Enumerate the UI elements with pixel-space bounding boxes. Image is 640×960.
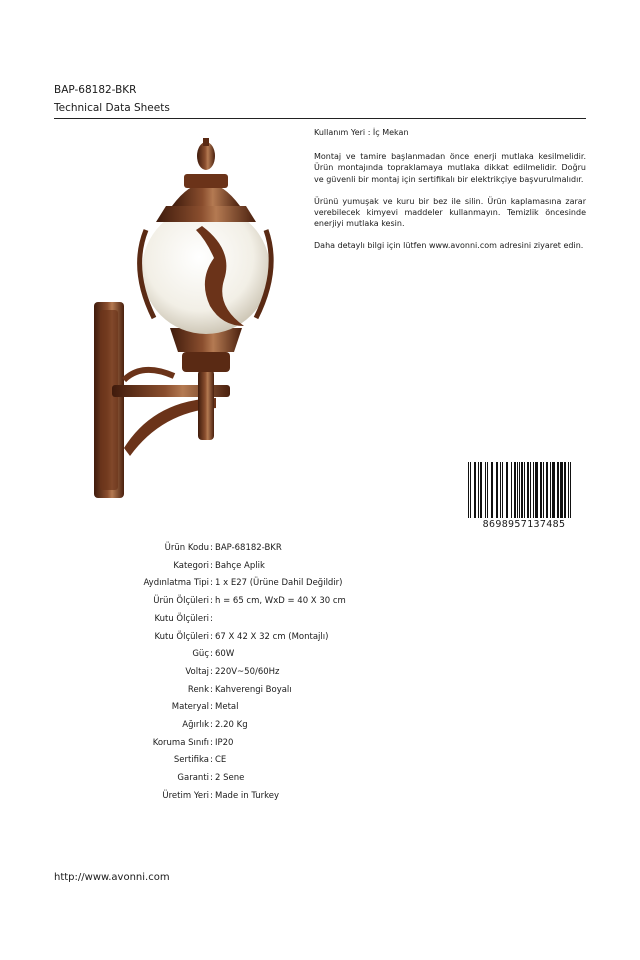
spec-label: Kategori [173,560,209,571]
spec-value: 60W [215,649,235,660]
barcode-bar [502,462,503,524]
barcode-bar [496,462,498,524]
barcode-bar [487,462,488,524]
spec-colon: : [210,790,213,801]
spec-row [0,700,640,714]
spec-label: Güç [192,649,209,660]
barcode-bars-icon [462,462,586,524]
spec-label: Koruma Sınıfı [152,737,209,748]
spec-colon: : [210,720,213,730]
barcode-bar [570,462,571,524]
spec-colon: : [210,755,213,766]
barcode-bar [557,462,559,524]
barcode-bar [485,462,486,524]
spec-value: Made in Turkey [215,790,279,801]
barcode-bar [468,462,469,524]
spec-row [0,789,640,803]
barcode-bar [540,462,542,524]
barcode-bar [552,462,555,524]
barcode-digits: 8698957137485 [462,518,586,532]
more-info-note: Daha detaylı bilgi için lütfen www.avonni.com adresini ziyaret edin. [314,241,584,251]
barcode-bar [470,462,471,524]
spec-colon: : [210,578,213,589]
header-divider [54,118,586,119]
barcode-bar [550,462,551,524]
spec-row [0,559,640,573]
spec-label: Aydınlatma Tipi [143,578,209,589]
spec-colon: : [210,649,213,660]
spec-value: BAP-68182-BKR [215,543,282,553]
spec-value: 2.20 Kg [215,720,248,730]
spec-colon: : [210,737,213,748]
spec-label: Materyal [171,702,209,713]
spec-row [0,683,640,697]
barcode-bar [535,462,538,524]
spec-label: Renk [187,684,209,695]
spec-row [0,612,640,626]
spec-label: Ürün Kodu [164,543,209,553]
barcode-bar [480,462,482,524]
spec-value: 67 X 42 X 32 cm (Montajlı) [215,631,329,642]
spec-label: Kutu Ölçüleri [154,613,209,624]
spec-value: 1 x E27 (Ürüne Dahil Değildir) [215,578,343,589]
spec-value: 220V~50/60Hz [215,666,280,677]
spec-label: Sertifika [173,755,209,766]
barcode-bar [491,462,493,524]
spec-colon: : [210,543,213,553]
spec-label: Voltaj [185,666,209,677]
spec-row [0,594,640,608]
barcode-bar [511,462,512,524]
installation-warning: Montaj ve tamire başlanmadan önce enerji mutlaka kesilmelidir. Ürün montajında topraklamaya mutlaka dikkat edilmelidir. Doğru ve güvenli bir montaj için sertifikalı bir elektrikçiye başvurulmalıdır. [314,152,586,184]
product-description [314,127,586,263]
spec-label: Ürün Ölçüleri [153,596,209,607]
barcode-bar [533,462,534,524]
spec-row [0,576,640,590]
datasheet-subtitle: Technical Data Sheets [54,102,170,114]
barcode-bar [530,462,531,524]
spec-row [0,771,640,785]
barcode-bar [546,462,548,524]
spec-value: Metal [215,702,239,713]
barcode-bar [500,462,501,524]
spec-colon: : [210,773,213,784]
spec-colon: : [210,631,213,642]
spec-colon: : [210,596,213,607]
footer-website-link[interactable]: http://www.avonni.com [54,872,170,883]
spec-value: Bahçe Aplik [215,560,265,571]
spec-value: h = 65 cm, WxD = 40 X 30 cm [215,596,346,607]
product-code-heading: BAP-68182-BKR [54,84,137,96]
spec-row [0,753,640,767]
barcode-bar [517,462,518,524]
barcode-bar [519,462,520,524]
spec-row [0,665,640,679]
barcode-bar [474,462,476,524]
barcode-bar [514,462,516,524]
barcode-bar [560,462,563,524]
barcode-bar [568,462,569,524]
spec-value: Kahverengi Boyalı [215,684,292,695]
barcode-bar [564,462,566,524]
barcode-bar [521,462,523,524]
barcode [462,462,586,532]
barcode-bar [478,462,479,524]
barcode-bar [506,462,508,524]
spec-label: Üretim Yeri [162,790,209,801]
spec-row [0,736,640,750]
spec-value: 2 Sene [215,773,245,784]
barcode-bar [527,462,529,524]
spec-row [0,630,640,644]
spec-value: CE [215,755,227,766]
spec-row [0,541,640,555]
spec-colon: : [210,613,213,624]
product-image [84,130,284,505]
usage-location: Kullanım Yeri : İç Mekan [314,128,409,137]
spec-label: Ağırlık [182,720,209,730]
spec-label: Kutu Ölçüleri [154,631,209,642]
spec-colon: : [210,666,213,677]
wall-lantern-icon [84,130,284,505]
barcode-bar [543,462,544,524]
cleaning-instructions: Ürünü yumuşak ve kuru bir bez ile silin. Ürün kaplamasına zarar verebilecek kimyevi maddeler kullanmayın. Temizlik öncesinde enerjiyi mutlaka kesin. [314,196,586,229]
spec-label: Garanti [177,773,209,784]
spec-colon: : [210,702,213,713]
spec-row [0,718,640,732]
spec-value: IP20 [215,737,234,748]
spec-colon: : [210,684,213,695]
barcode-bar [524,462,525,524]
spec-colon: : [210,560,213,571]
spec-row [0,647,640,661]
